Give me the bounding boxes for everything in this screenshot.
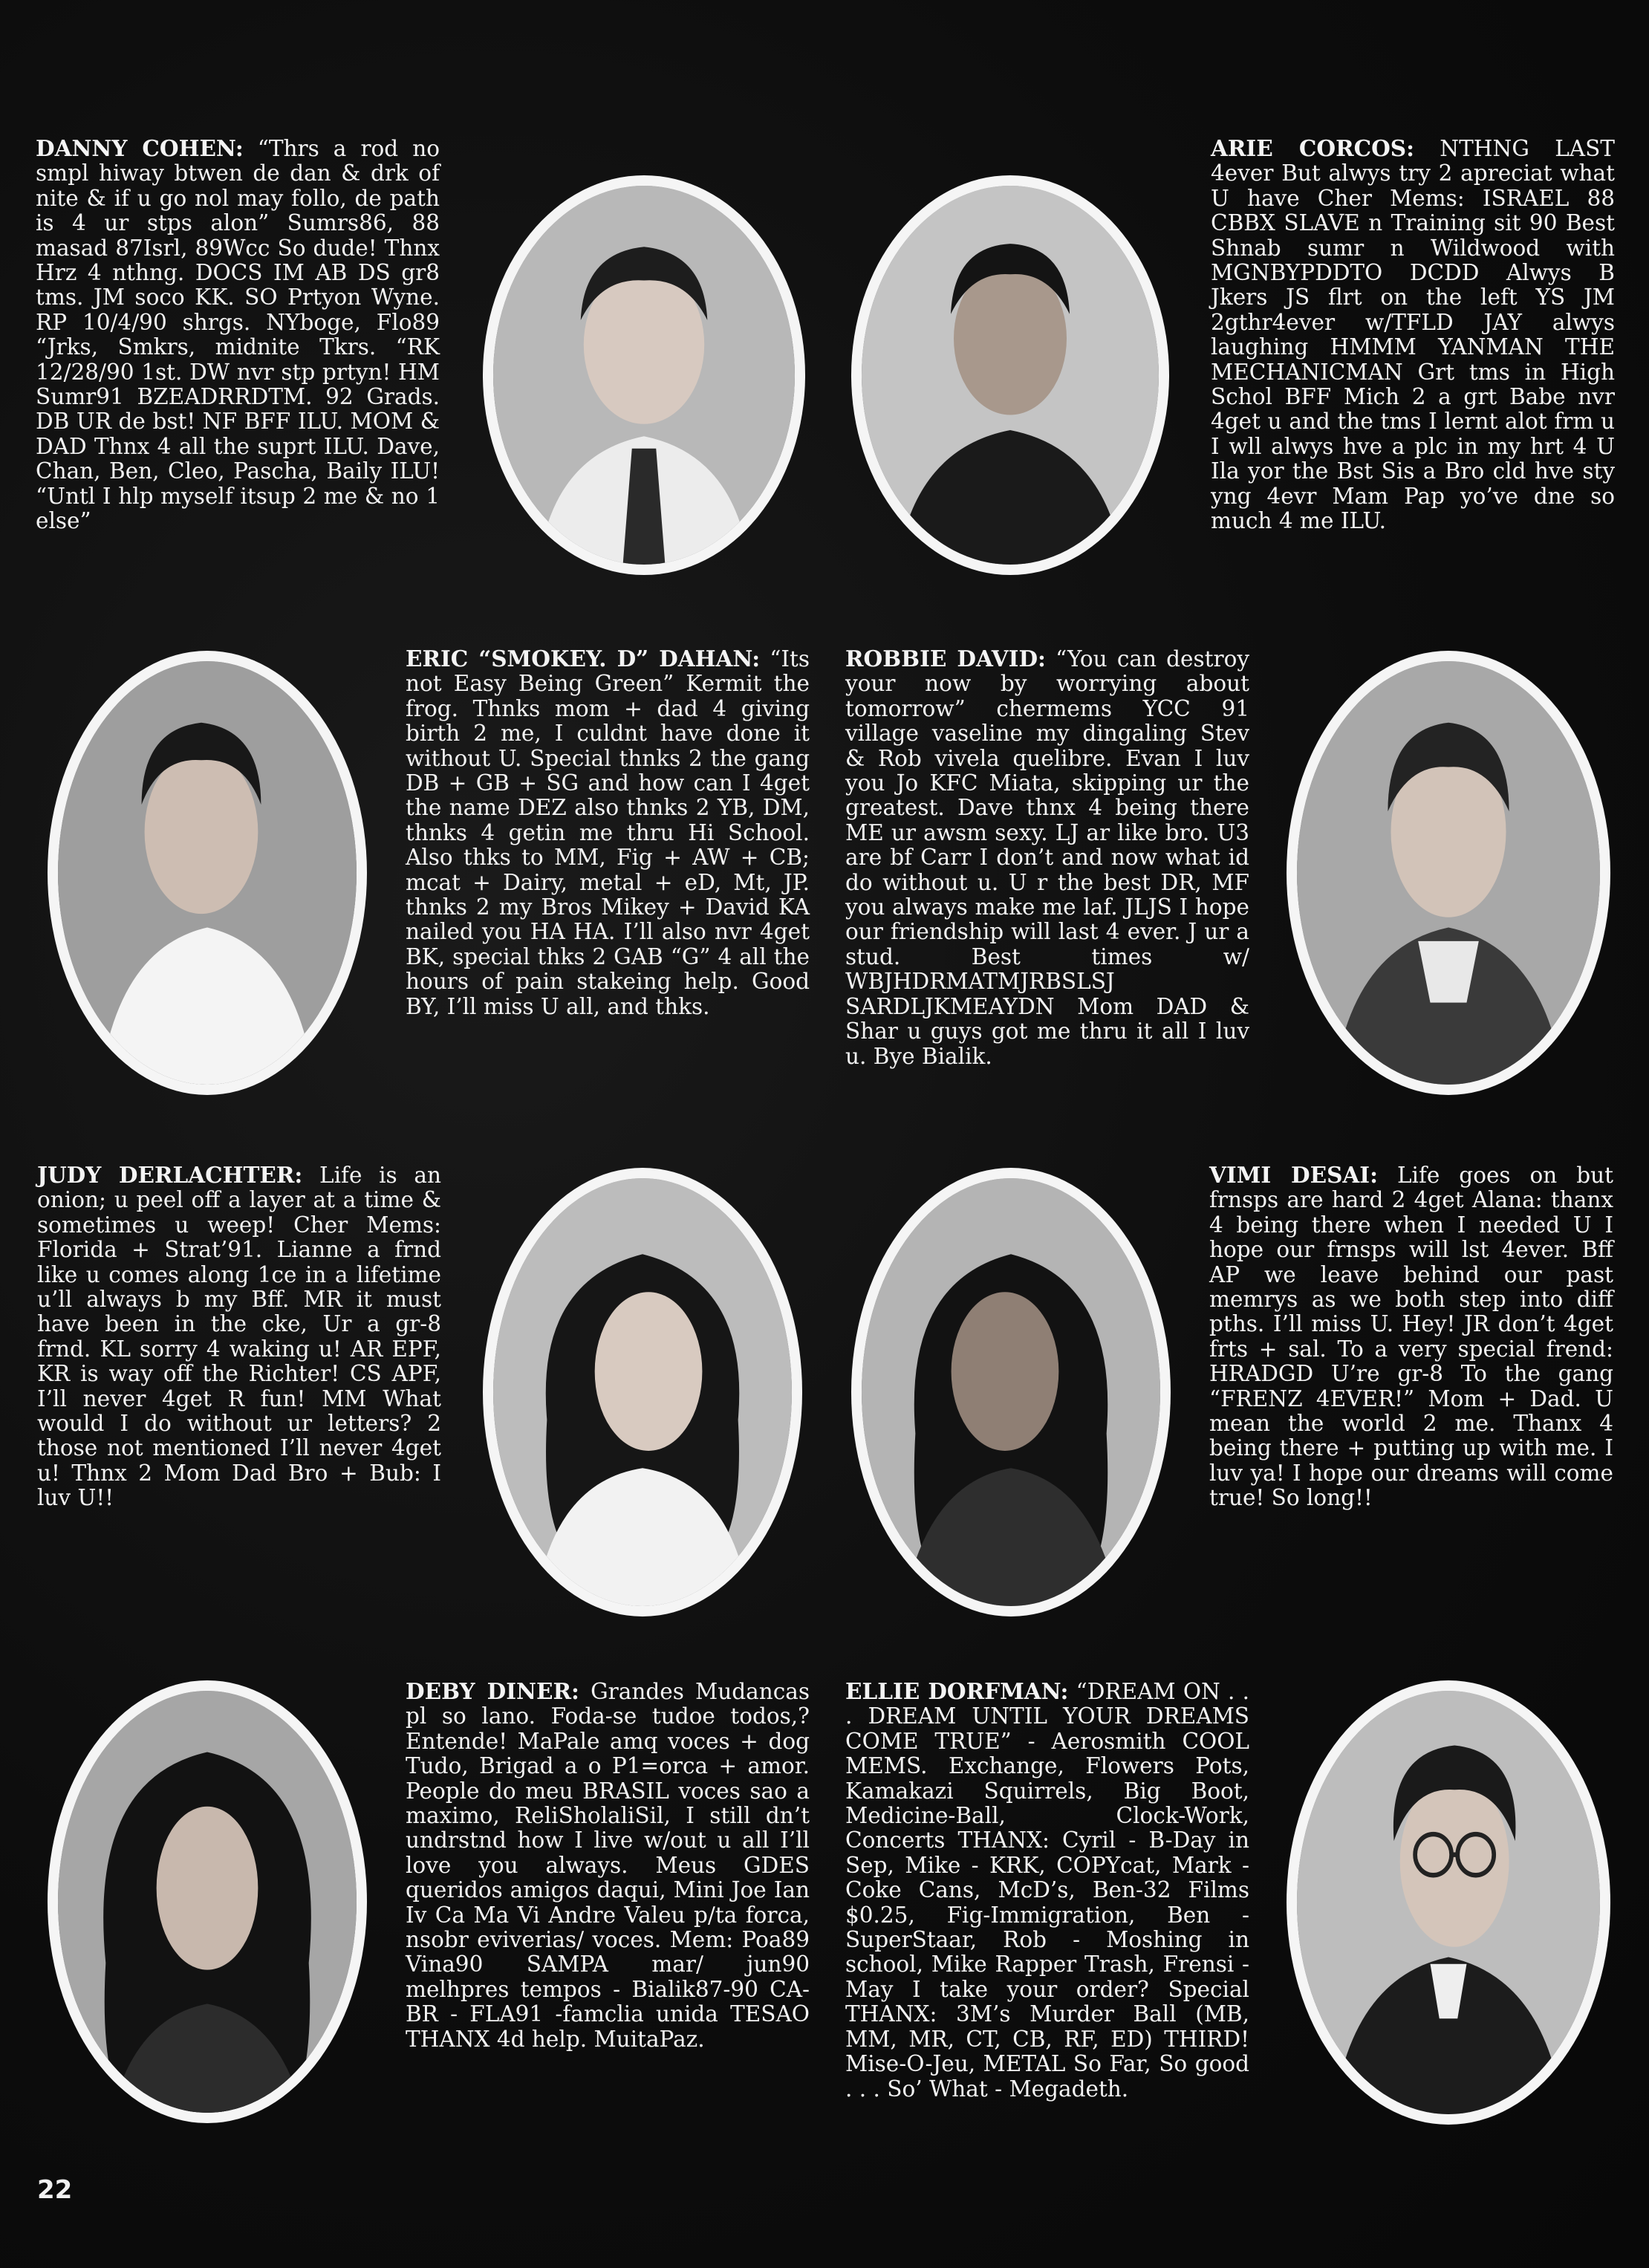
bio-text: “DREAM ON . . . DREAM UNTIL YOUR DREAMS COME TRUE” - Aerosmith COOL MEMS. Exchange, Flowers Pots, Kamakazi Squirrels, Big Boot, Medicine-Ball, Clock-Work, Concerts THANX: Cyril - B-Day in Sep, Mike - KRK, COPYcat, Mark - Coke Cans, McD’s, Ben-32 Films $0.25, Fig-Immigration, Ben - SuperStaar, Rob - Moshing in school, Mike Rapper Trash, Frensi - May I take your order? Special THANX: 3M’s Murder Ball (MB, MM, MR, CT, CB, RF, ED) THIRD! Mise-O-Jeu, METAL So Far, So good . . . So’ What - Megadeth.: [845, 1679, 1249, 2102]
portrait-judy-derlachter: [483, 1168, 802, 1616]
student-name: DANNY COHEN:: [36, 135, 244, 161]
bio-danny-cohen: [36, 136, 440, 534]
portrait-robbie-david: [1287, 651, 1610, 1095]
photo-deby-diner: [58, 1691, 357, 2113]
bio-text: Grandes Mudancas pl so lano. Foda-se tudoe todos,? Entende! MaPale amq voces + dog Tudo, Brigad a o P1=orca + amor. People do meu BRASIL voces sao a maximo, ReliSholaliSil, I still dn’t undrstnd how I live w/out u all I’ll love you always. Meus GDES queridos amigos daqui, Mini Joe Ian Iv Ca Ma Vi Andre Valeu p/ta forca, nsobr eviverias/ voces. Mem: Poa89 Vina90 SAMPA mar/ jun90 melhpres tempos - Bialik87-90 CA-BR - FLA91 -famclia unida TESAO THANX 4d help. MuitaPaz.: [406, 1679, 810, 2052]
photo-danny-cohen: [493, 186, 795, 565]
bio-robbie-david: [845, 646, 1249, 1069]
bio-arie-corcos: [1211, 136, 1615, 534]
bio-deby-diner: [406, 1679, 810, 2052]
bio-text: Life is an onion; u peel off a layer at a time & sometimes u weep! Cher Mems: Florida + Strat’91. Lianne a frnd like u comes along 1ce in a lifetime u’ll always b my Bff. MR it must have been in the cke, Ur a gr-8 frnd. KL sorry 4 waking u! AR EPF, KR is way off the Richter! CS APF, I’ll never 4get R fun! MM What would I do without ur letters? 2 those not mentioned I’ll never 4get u! Thnx 2 Mom Dad Bro + Bub: I luv U!!: [37, 1163, 441, 1511]
portrait-vimi-desai: [851, 1168, 1171, 1616]
student-name: ERIC “SMOKEY. D” DAHAN:: [406, 646, 761, 672]
photo-eric-dahan: [58, 661, 357, 1085]
photo-ellie-dorfman: [1297, 1691, 1600, 2114]
photo-arie-corcos: [862, 186, 1159, 565]
bio-text: “Its not Easy Being Green” Kermit the frog. Thnks mom + dad 4 giving birth 2 me, I culdnt have done it without U. Special thnks 2 the gang DB + GB + SG and how can I 4get the name DEZ also thnks 2 YB, DM, thnks 4 getin me thru Hi School. Also thks to MM, Fig + AW + CB; mcat + Dairy, metal + eD, Mt, JP. thnks 2 my Bros Mikey + David KA nailed you HA HA. I’ll also nvr 4get BK, special thks 2 GAB “G” 4 all the hours of pain stakeing help. Good BY, I’ll miss U all, and thks.: [406, 646, 810, 1019]
student-name: ROBBIE DAVID:: [845, 646, 1046, 672]
bio-eric-dahan: [406, 646, 810, 1019]
photo-judy-derlachter: [493, 1178, 792, 1606]
student-name: VIMI DESAI:: [1209, 1162, 1378, 1188]
student-name: ELLIE DORFMAN:: [845, 1678, 1069, 1704]
bio-text: “Thrs a rod no smpl hiway btwen de dan & drk of nite & if u go nol may follo, de path is 4 ur stps alon” Sumrs86, 88 masad 87Isrl, 89Wcc So dude! Thnx Hrz 4 nthng. DOCS IM AB DS gr8 tms. JM soco KK. SO Prtyon Wyne. RP 10/4/90 shrgs. NYboge, Flo89 “Jrks, Smkrs, midnite Tkrs. “RK 12/28/90 1st. DW nvr stp prtyn! HM Sumr91 BZEADRRDTM. 92 Grads. DB UR de bst! NF BFF ILU. MOM & DAD Thnx 4 all the suprt ILU. Dave, Chan, Ben, Cleo, Pascha, Baily ILU! “Untl I hlp myself itsup 2 me & no 1 else”: [36, 136, 440, 534]
portrait-danny-cohen: [483, 175, 805, 575]
bio-vimi-desai: [1209, 1163, 1613, 1511]
photo-robbie-david: [1297, 661, 1600, 1085]
portrait-arie-corcos: [851, 175, 1169, 575]
student-name: JUDY DERLACHTER:: [37, 1162, 303, 1188]
bio-judy-derlachter: [37, 1163, 441, 1511]
student-name: DEBY DINER:: [406, 1678, 579, 1704]
portrait-eric-dahan: [48, 651, 367, 1095]
bio-text: Life goes on but frnsps are hard 2 4get Alana: thanx 4 being there when I needed U I hope our frnsps will lst 4ever. Bff AP we leave behind our past memrys as we both step into diff pths. I’ll miss U. Hey! JR don’t 4get frts + sal. To a very special frend: HRADGD U’re gr-8 To the gang “FRENZ 4EVER!” Mom + Dad. U mean the world 2 me. Thanx 4 being there + putting up with me. I luv ya! I hope our dreams will come true! So long!!: [1209, 1163, 1613, 1511]
bio-text: “You can destroy your now by worrying about tomorrow” chermems YCC 91 village vaseline my dingaling Stev & Rob vivela quelibre. Evan I luv you Jo KFC Miata, skipping ur the greatest. Dave thnx 4 being there ME ur awsm sexy. LJ ar like bro. U3 are bf Carr I don’t and now what id do without u. U r the best DR, MF you always make me laf. JLJS I hope our friendship will last 4 ever. J ur a stud. Best times w/ WBJHDRMATMJRBSLSJ SARDLJKMEAYDN Mom DAD & Shar u guys got me thru it all I luv u. Bye Bialik.: [845, 646, 1249, 1069]
student-name: ARIE CORCOS:: [1211, 135, 1414, 161]
page-number: 22: [37, 2175, 73, 2205]
bio-text: NTHNG LAST 4ever But alwys try 2 apreciat what U have Cher Mems: ISRAEL 88 CBBX SLAVE n Training sit 90 Best Shnab sumr n Wildwood with MGNBYPDDTO DCDD Alwys B Jkers JS flrt on the left YS JM 2gthr4ever w/TFLD JAY alwys laughing HMMM YANMAN THE MECHANICMAN Grt tms in High Schol BFF Mich 2 a grt Babe nvr 4get u and the tms I lernt alot frm u I wll alwys hve a plc in my hrt 4 U Ila yor the Bst Sis a Bro cld hve sty yng 4evr Mam Pap yo’ve dne so much 4 me ILU.: [1211, 136, 1615, 534]
bio-ellie-dorfman: [845, 1679, 1249, 2102]
portrait-ellie-dorfman: [1287, 1680, 1610, 2125]
portrait-deby-diner: [48, 1680, 367, 2123]
photo-vimi-desai: [862, 1178, 1160, 1606]
